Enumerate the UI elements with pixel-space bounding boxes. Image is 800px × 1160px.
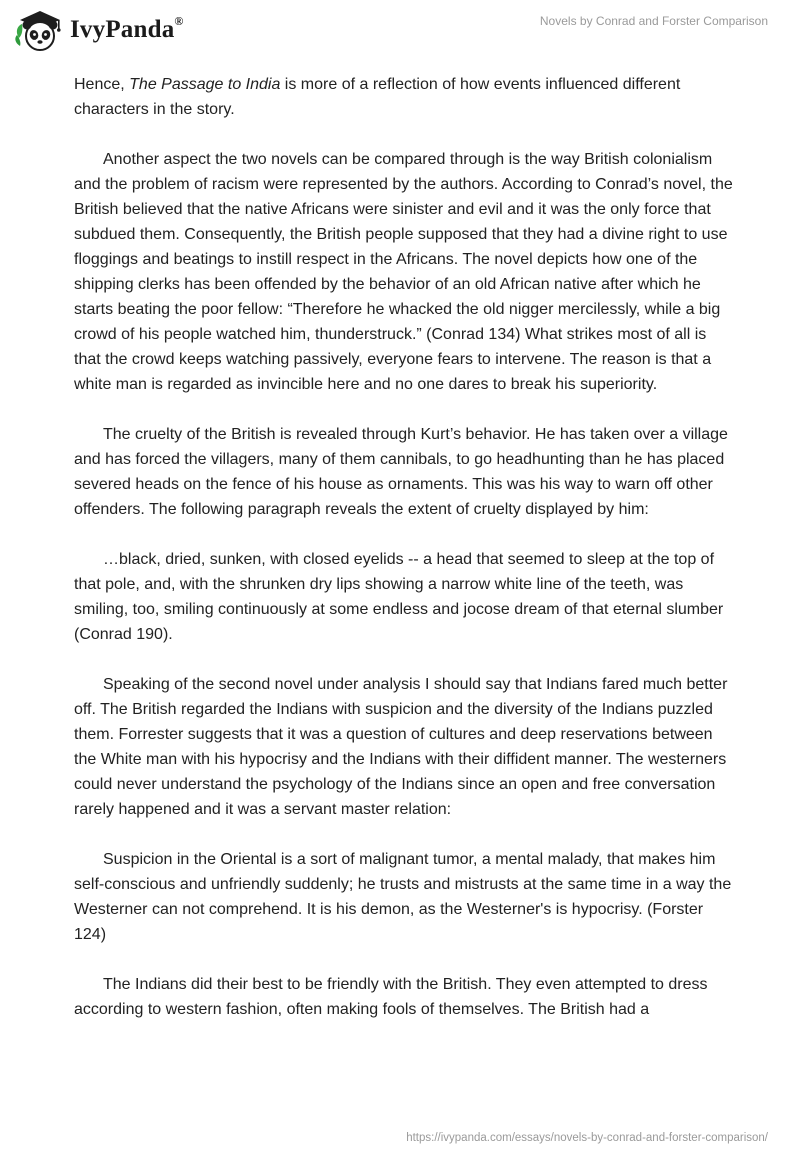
intro-text-end: is more of a reflection of how events influenced different characters in the story. bbox=[74, 76, 681, 118]
source-url[interactable]: https://ivypanda.com/essays/novels-by-conrad-and-forster-comparison/ bbox=[406, 1132, 768, 1144]
book-title-italic: The Passage to India bbox=[129, 76, 281, 93]
paragraph-colonialism: Another aspect the two novels can be compared through is the way British colonialism and the problem of racism were represented by the authors. According to Conrad’s novel, the British believed that the native Africans were sinister and evil and it was the only force that subdued them. Consequently, the British people supposed that they had a divine right to use floggings and beatings to instill respect in the Africans. The novel depicts how one of the shipping clerks has been offended by the behavior of an old African native after which he starts beating the poor fellow: “Therefore he whacked the old nigger mercilessly, while a big crowd of his people watched him, thunderstruck.” (Conrad 134) What strikes most of all is that the crowd keeps watching passively, everyone fears to intervene. The reason is that a white man is regarded as invincible here and no one dares to break his superiority. bbox=[74, 151, 733, 393]
paragraph-friendliness: The Indians did their best to be friendly with the British. They even attempted to dress according to western fashion, often making fools of themselves. The British had a bbox=[74, 976, 708, 1018]
logo-wordmark: IvyPanda® bbox=[70, 14, 184, 43]
quote-conrad: …black, dried, sunken, with closed eyelids -- a head that seemed to sleep at the top of that pole, and, with the shrunken dry lips showing a narrow white line of the teeth, was smiling, too, smiling continuously at some endless and jocose dream of that eternal slumber (Conrad 190). bbox=[74, 551, 724, 643]
document-title: Novels by Conrad and Forster Comparison bbox=[539, 14, 768, 28]
registered-mark: ® bbox=[174, 14, 184, 28]
paragraph-intro bbox=[74, 72, 734, 122]
ivypanda-logo[interactable] bbox=[14, 8, 184, 52]
paragraph-indians: Speaking of the second novel under analysis I should say that Indians fared much better off. The British regarded the Indians with suspicion and the diversity of the Indians puzzled them. Forrester suggests that it was a question of cultures and deep reservations between the White man with his hypocrisy and the Indians with their diffident manner. The westerners could never understand the psychology of the Indians since an open and free conversation rarely happened and it was a servant master relation: bbox=[74, 676, 728, 818]
panda-graduate-icon bbox=[14, 8, 64, 52]
page-header bbox=[0, 0, 800, 60]
intro-text-start: Hence, bbox=[74, 76, 130, 93]
paragraph-cruelty: The cruelty of the British is revealed through Kurt’s behavior. He has taken over a village and has forced the villagers, many of them cannibals, to go headhunting than he has placed severed heads on the fence of his house as ornaments. This was his way to warn off other offenders. The following paragraph reveals the extent of cruelty displayed by him: bbox=[74, 426, 728, 518]
quote-forster: Suspicion in the Oriental is a sort of malignant tumor, a mental malady, that makes him self-conscious and unfriendly suddenly; he trusts and mistrusts at the same time in a way the Westerner can not comprehend. It is his demon, as the Westerner's is hypocrisy. (Forster 124) bbox=[74, 851, 732, 943]
essay-body bbox=[74, 72, 734, 1047]
